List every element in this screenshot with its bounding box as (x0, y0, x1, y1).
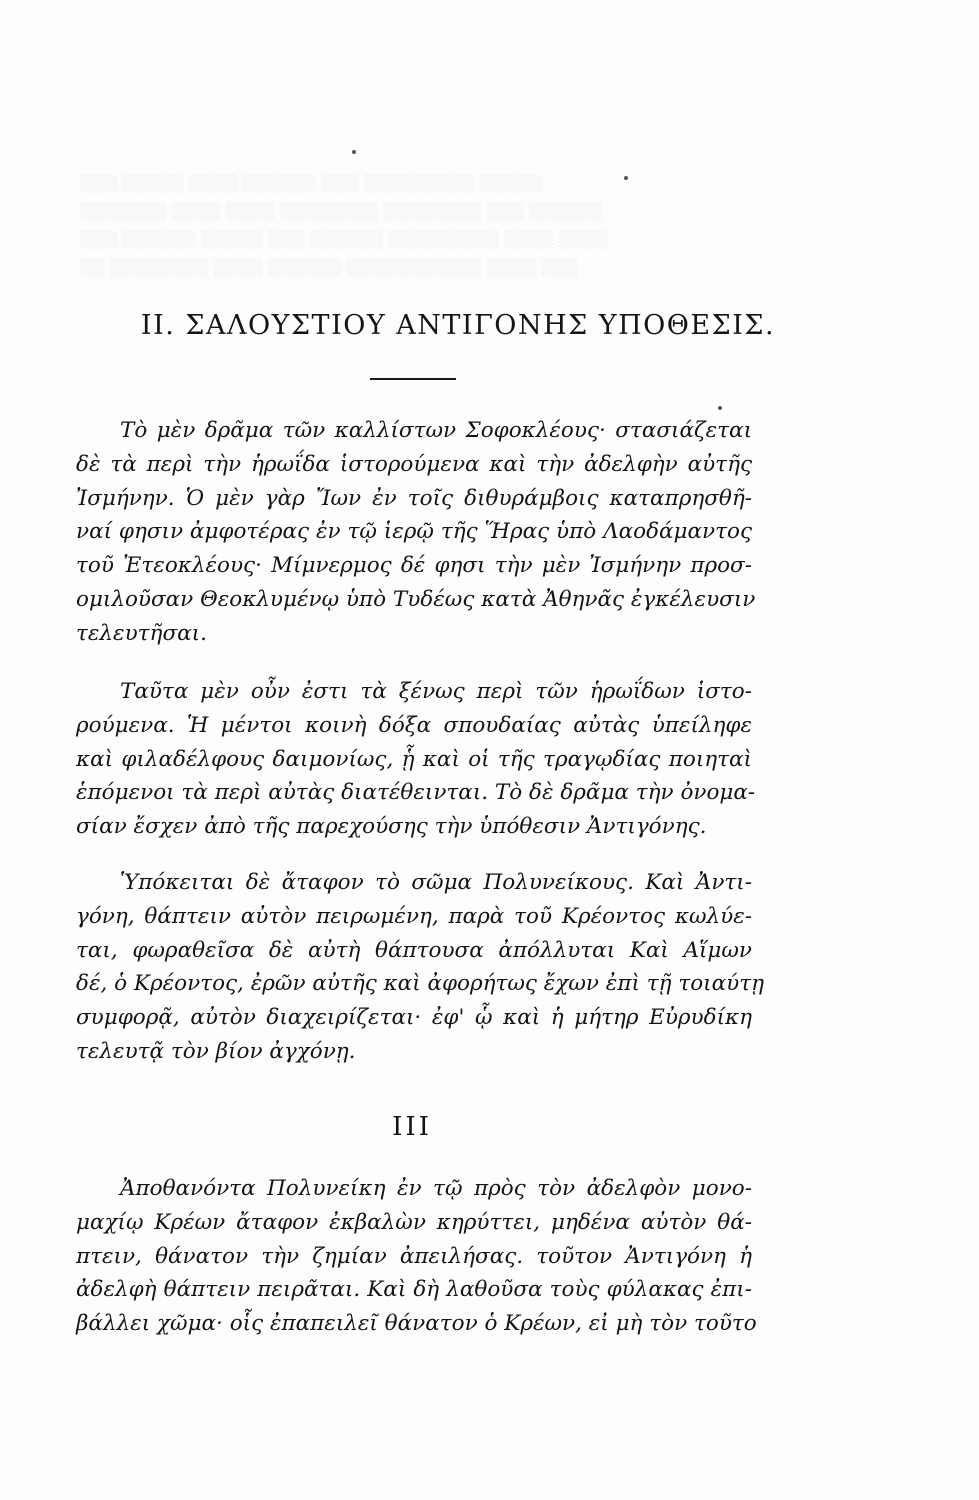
text-line: ομιλοῦσαν Θεοκλυμένῳ ὑπὸ Τυδέως κατὰ Ἀθηνᾶς ἐγκέλευσιν (76, 586, 756, 612)
text-line: δὲ τὰ περὶ τὴν ἡρωΐδα ἱστορούμενα καὶ τὴν ἀδελφὴν αὐτῆς (76, 451, 752, 477)
paragraph-2 (76, 675, 756, 844)
paragraph-section-iii (76, 1172, 757, 1341)
print-speck (624, 176, 628, 180)
section-heading: II. ΣΑΛΟΥΣΤΙΟΥ ΑΝΤΙΓΟΝΗΣ ΥΠΟΘΕΣΙΣ. (140, 310, 776, 341)
text-line: Ἀποθανόντα Πολυνείκη ἐν τῷ πρὸς τὸν ἀδελφὸν μονο- (120, 1176, 752, 1201)
print-speck (352, 150, 356, 154)
text-line: Ὑπόκειται δὲ ἄταφον τὸ σῶμα Πολυνείκους. Καὶ Ἀντι- (120, 870, 752, 895)
text-line: Ἰσμήνην. Ὁ μὲν γὰρ Ἴων ἐν τοῖς διθυράμβοις καταπρησθῆ- (76, 485, 752, 511)
text-line: καὶ φιλαδέλφους δαιμονίως, ᾗ καὶ οἱ τῆς τραγῳδίας ποιηταὶ (76, 746, 752, 772)
text-line: μαχίῳ Κρέων ἄταφον ἐκβαλὼν κηρύττει, μηδένα αὐτὸν θά- (76, 1209, 752, 1235)
text-line: ται, φωραθεῖσα δὲ αὐτὴ θάπτουσα ἀπόλλυται Καὶ Αἵμων (76, 937, 752, 963)
heading-divider (370, 378, 456, 380)
text-line: ἑπόμενοι τὰ περὶ αὐτὰς διατέθεινται. Τὸ δὲ δρᾶμα τὴν ὀνομα- (76, 780, 756, 806)
text-line: ρούμενα. Ἡ μέντοι κοινὴ δόξα σπουδαίας αὐτὰς ὑπείληφε (76, 712, 752, 738)
text-line: δέ, ὁ Κρέοντος, ἐρῶν αὐτῆς καὶ ἀφορήτως ἔχων ἐπὶ τῇ τοιαύτῃ (76, 971, 764, 997)
text-line: τοῦ Ἐτεοκλέους· Μίμνερμος δέ φησι τὴν μὲν Ἰσμήνην προσ- (76, 553, 752, 579)
text-line: ἀδελφὴ θάπτειν πειρᾶται. Καὶ δὴ λαθοῦσα τοὺς φύλακας ἐπι- (76, 1277, 752, 1303)
text-line: σίαν ἔσχεν ἀπὸ τῆς παρεχούσης τὴν ὑπόθεσιν Ἀντιγόνης. (76, 814, 707, 840)
text-line: γόνη, θάπτειν αὐτὸν πειρωμένη, παρὰ τοῦ Κρέοντος κωλύε- (76, 903, 752, 929)
text-line: τελευτᾷ τὸν βίον ἀγχόνῃ. (76, 1038, 356, 1064)
text-line: ναί φησιν ἀμφοτέρας ἐν τῷ ἱερῷ τῆς Ἥρας ὑπὸ Λαοδάμαντος (76, 519, 752, 545)
text-line: συμφορᾷ, αὐτὸν διαχειρίζεται· ἐφ' ᾧ καὶ ἡ μήτηρ Εὐρυδίκη (76, 1005, 752, 1031)
paragraph-1 (76, 414, 756, 651)
section-number: III (392, 1112, 432, 1142)
text-line: Ταῦτα μὲν οὖν ἐστι τὰ ξένως περὶ τῶν ἡρωΐδων ἱστο- (120, 679, 752, 704)
text-line: τελευτῆσαι. (76, 620, 207, 646)
paragraph-3 (76, 866, 764, 1069)
print-speck (718, 406, 722, 410)
text-line: βάλλει χῶμα· οἷς ἐπαπειλεῖ θάνατον ὁ Κρέων, εἰ μὴ τὸν τοῦτο (76, 1311, 757, 1337)
text-line: πτειν, θάνατον τὴν ζημίαν ἀπειλήσας. τοῦτον Ἀντιγόνη ἡ (76, 1243, 752, 1269)
text-line: Τὸ μὲν δρᾶμα τῶν καλλίστων Σοφοκλέους· στασιάζεται (120, 418, 752, 443)
show-through-texture (80, 170, 780, 282)
